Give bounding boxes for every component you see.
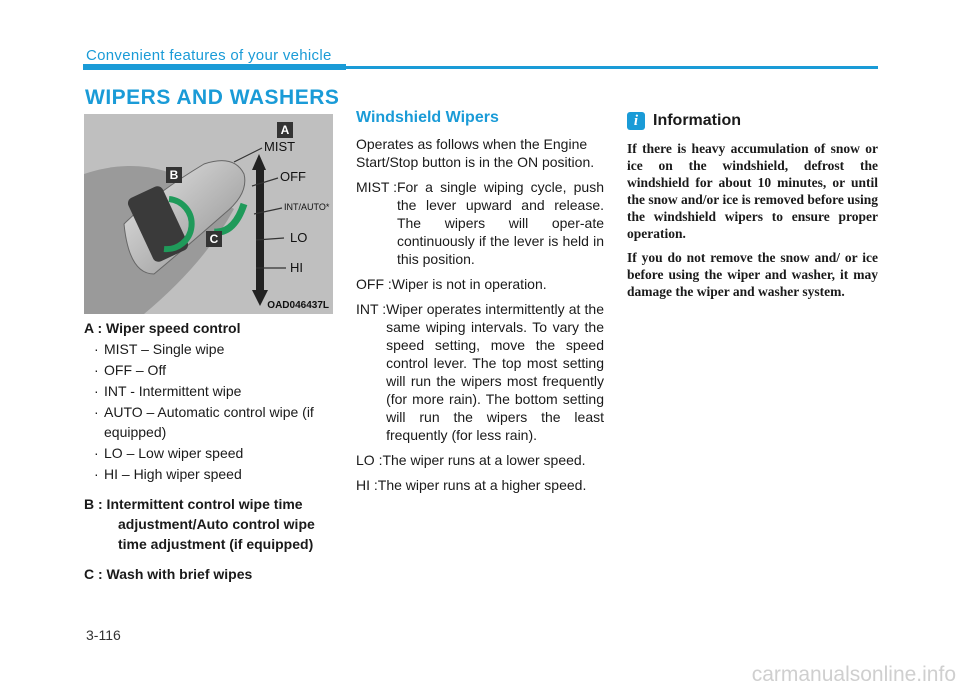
list-item: · MIST – Single wipe <box>94 341 225 357</box>
list-item: · HI – High wiper speed <box>94 466 242 482</box>
tag-a: A <box>277 122 293 138</box>
figure-code: OAD046437L <box>267 300 329 311</box>
definition-item: MIST : For a single wiping cycle, push the lever upward and release. The wipers will oper-ate continuously if the lever is held in this position. <box>356 179 604 267</box>
tag-c: C <box>206 231 222 247</box>
running-header: Convenient features of your vehicle <box>86 47 332 64</box>
up-down-arrow-shaft <box>256 170 264 290</box>
list-item: · INT - Intermittent wipe <box>94 383 242 399</box>
info-icon: i <box>627 112 645 130</box>
section-title: WIPERS AND WASHERS <box>85 86 340 109</box>
info-paragraph: If there is heavy accumulation of snow or ice on the windshield, defrost the windshield for about 10 minutes, or until the snow and/or ice is removed before using the windshield wipers to ensure proper operation. <box>627 141 878 241</box>
list-item: · LO – Low wiper speed <box>94 445 244 461</box>
list-item: · AUTO – Automatic control wipe (if equipped) <box>94 404 314 440</box>
definition-item: HI : The wiper runs at a higher speed. <box>356 477 587 493</box>
callout-lo: LO <box>290 230 308 245</box>
callout-hi: HI <box>290 260 303 275</box>
definition-item: LO : The wiper runs at a lower speed. <box>356 452 586 468</box>
watermark: carmanualsonline.info <box>751 663 956 686</box>
legend-c-heading: C : Wash with brief wipes <box>84 566 253 582</box>
page-number: 3-116 <box>86 627 121 643</box>
callout-int-auto: INT/AUTO* <box>284 202 330 212</box>
control-legend <box>84 318 336 584</box>
list-item: · OFF – Off <box>94 362 166 378</box>
legend-a-heading: A : Wiper speed control <box>84 320 241 336</box>
windshield-wipers-section <box>356 109 604 501</box>
header-rule-accent <box>83 64 346 70</box>
information-title: Information <box>653 112 741 129</box>
definition-item: OFF : Wiper is not in operation. <box>356 276 547 292</box>
up-down-arrow <box>252 154 266 170</box>
callout-mist: MIST <box>264 139 296 154</box>
legend-b-heading: B : Intermittent control wipe time adjustment/Auto control wipe time adjustment (if equipped) <box>84 496 315 552</box>
wiper-lever-figure <box>84 114 333 314</box>
information-header <box>627 112 878 130</box>
information-box <box>627 112 878 307</box>
leader-off <box>252 178 278 186</box>
subsection-title: Windshield Wipers <box>356 109 499 126</box>
wiper-lever-illustration <box>84 114 333 314</box>
intro-paragraph: Operates as follows when the Engine Start/Stop button is in the ON position. <box>356 136 595 170</box>
info-paragraph: If you do not remove the snow and/ or ice before using the wiper and washer, it may damage the wiper and washer system. <box>627 250 878 299</box>
tag-b: B <box>166 167 182 183</box>
up-down-arrow-head <box>252 290 268 306</box>
definition-item: INT : Wiper operates intermittently at the same wiping intervals. To vary the speed setting, move the speed control lever. The top most setting will run the wipers most frequently (for more rain). The bottom setting will run the wipers the least frequently (for less rain). <box>356 301 604 443</box>
callout-off: OFF <box>280 169 306 184</box>
